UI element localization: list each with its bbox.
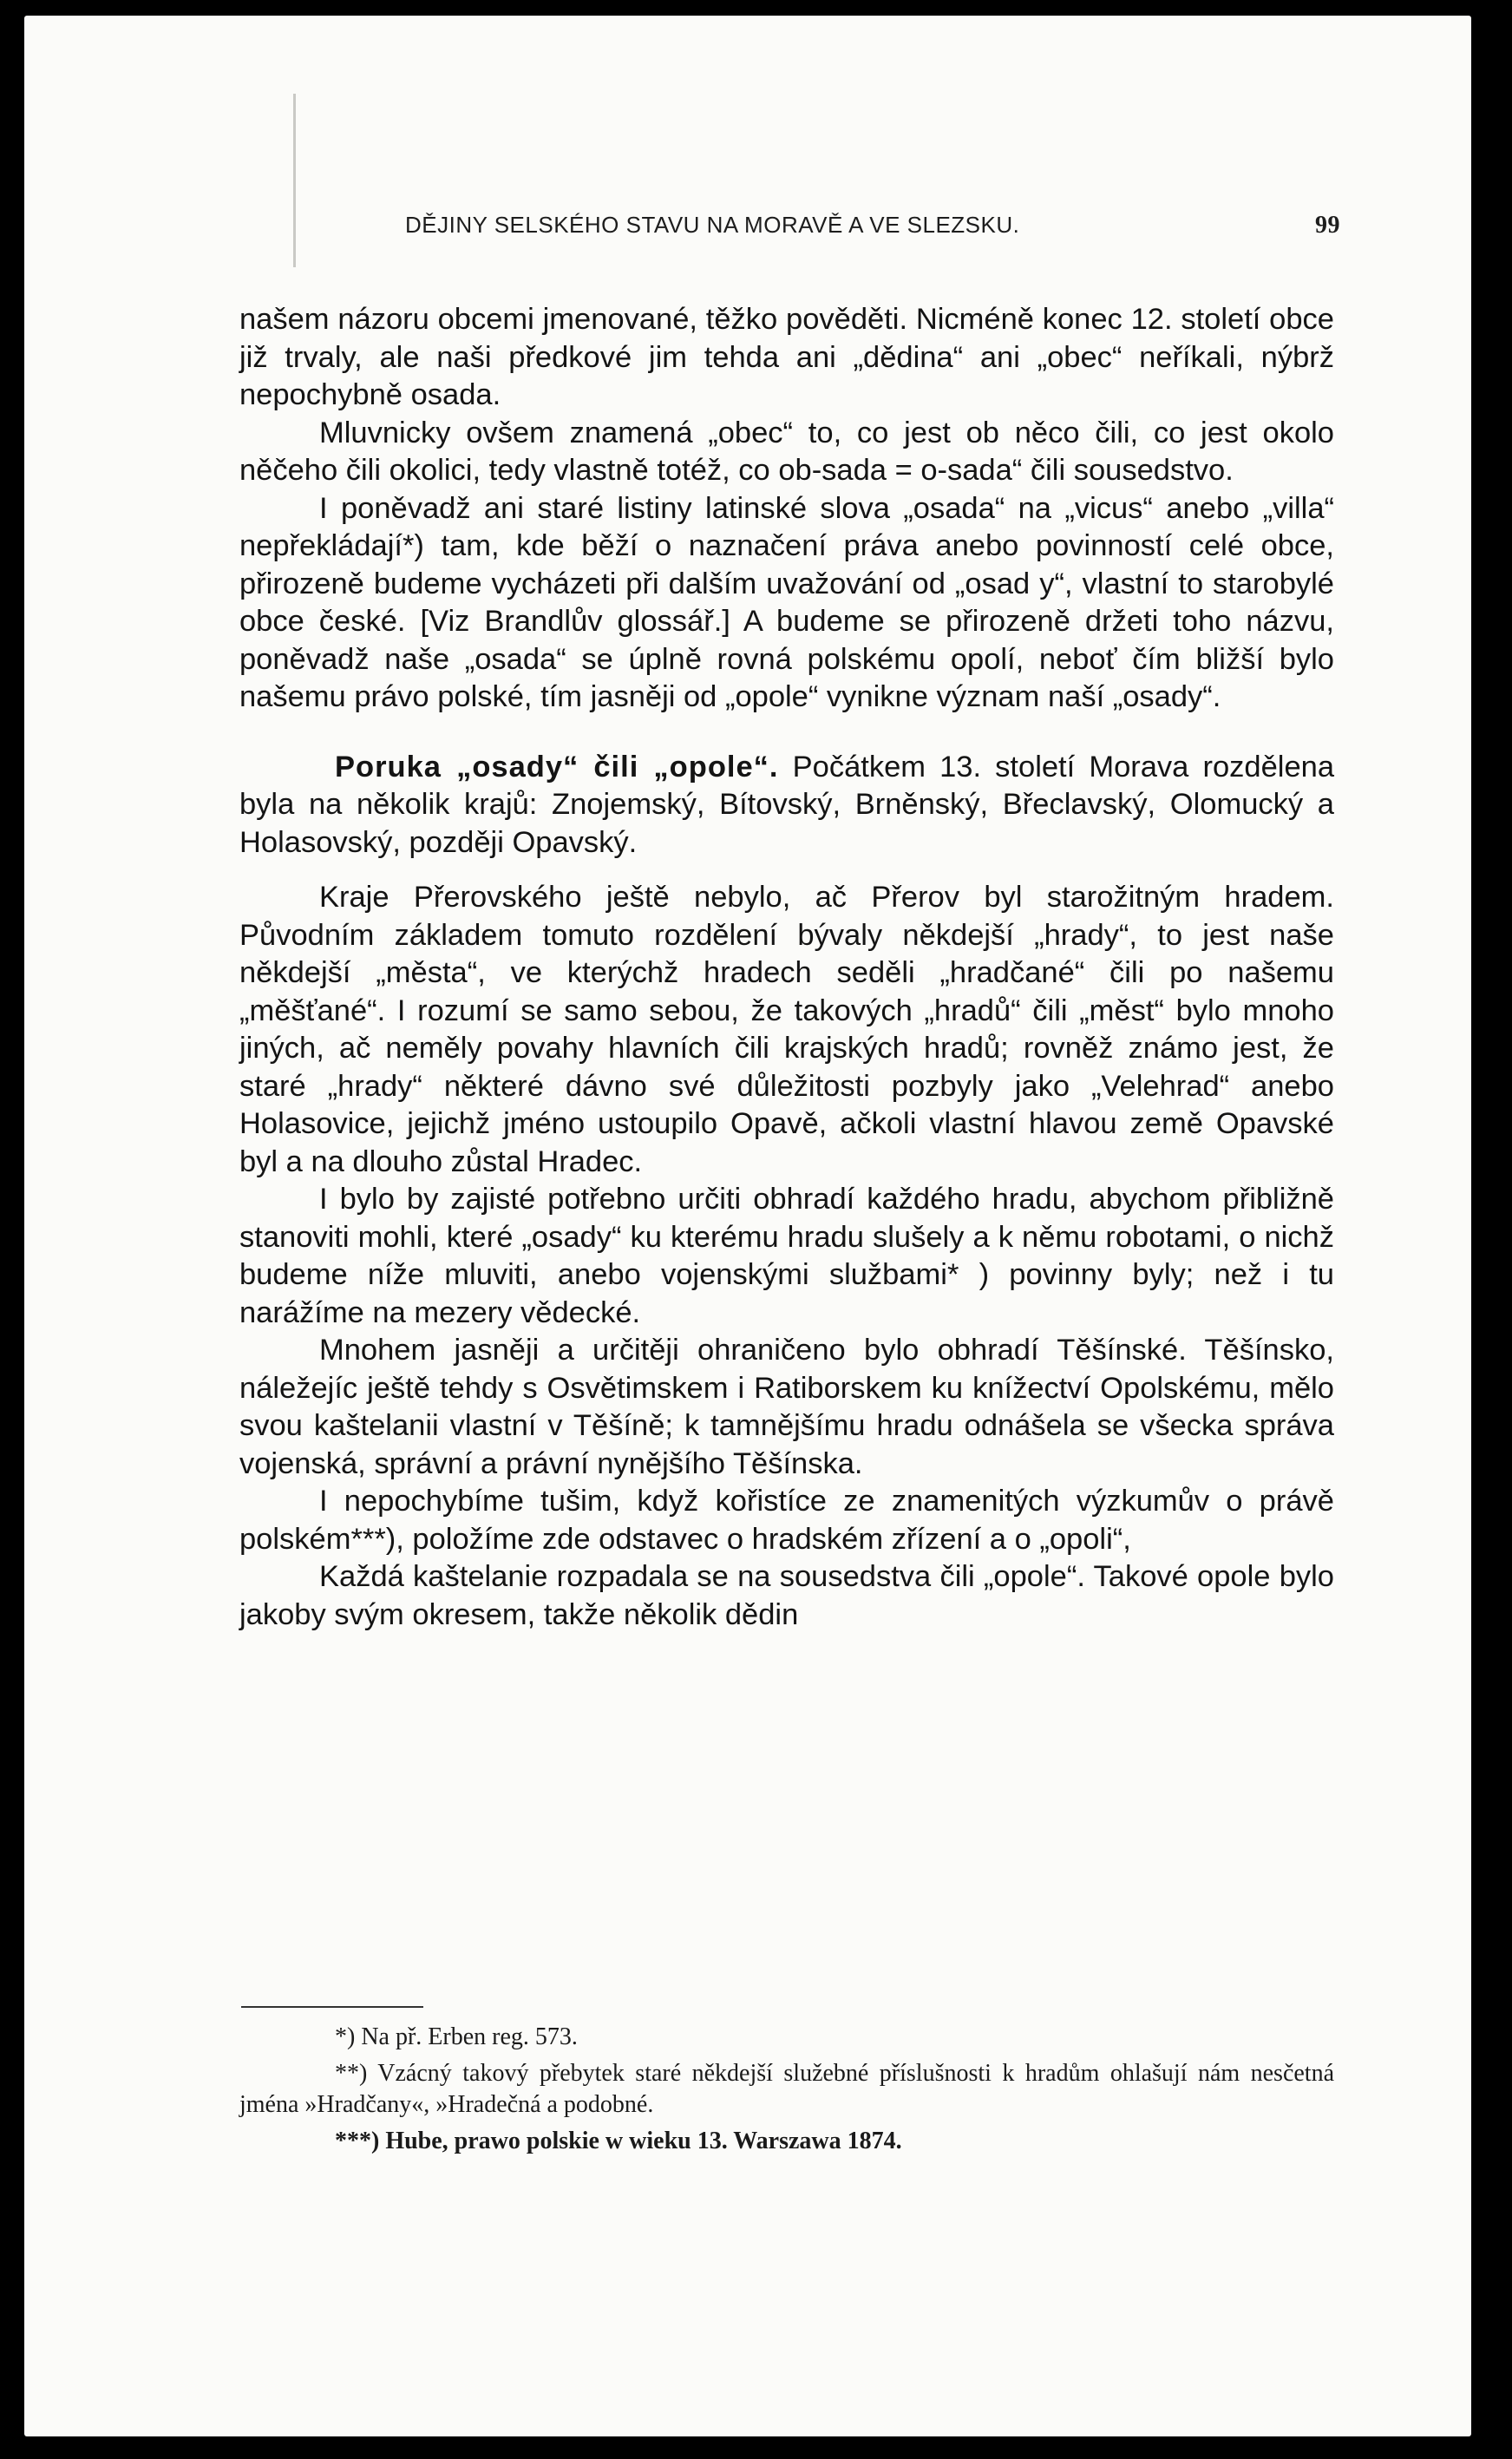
paragraph-5: Kraje Přerovského ještě nebylo, ač Přerov byl starožitným hradem. Původním základem tomuto rozdělení bývaly někdejší „hrady“, to jest naše někdejší „města“, ve kterýchž hradech seděli „hradčané“ čili po našemu „měšťané“. I rozumí se samo sebou, že takových „hradů“ čili „měst“ bylo mnoho jiných, ač neměly povahy hlavních čili krajských hradů; rovněž známo jest, že staré „hrady“ některé dávno své důležitosti pozbyly jako „Velehrad“ anebo Holasovice, jejichž jméno ustoupilo Opavě, ačkoli vlastní hlavou země Opavské byl a na dlouho zůstal Hradec.	[239, 881, 1334, 1178]
running-head: DĚJINY SELSKÉHO STAVU NA MORAVĚ A VE SLEZSKU.	[405, 212, 1020, 238]
footnote-2: **) Vzácný takový přebytek staré někdejší služebné příslušnosti k hradům ohlašují nám nesčetná jména »Hradčany«, »Hradečná a podobné.	[239, 2060, 1334, 2118]
paragraph-7: Mnohem jasněji a určitěji ohraničeno bylo obhradí Těšínské. Těšínsko, náležejíc ještě tehdy s Osvětimskem i Ratiborskem ku knížectví Opolskému, mělo svou kaštelanii vlastní v Těšíně; k tamnějšímu hradu odnášela se všecka správa vojenská, správní a právní nynějšího Těšínska.	[239, 1334, 1334, 1480]
section-heading: Poruka „osady“ čili „opole“.	[335, 750, 779, 784]
paragraph-1: našem názoru obcemi jmenované, těžko pověděti. Nicméně konec 12. století obce již trvaly, ale naši předkové jim tehda ani „dědina“ ani „obec“ neříkali, nýbrž nepochybně osada.	[239, 303, 1334, 411]
margin-mark	[293, 94, 296, 267]
footnote-1: *) Na př. Erben reg. 573.	[335, 2023, 578, 2050]
paragraph-4: Počátkem 13. století Morava rozdělena byla na několik krajů: Znojemský, Bítovský, Brněnský, Břeclavský, Olomucký a Holasovský, později Opavský.	[239, 750, 1335, 859]
section-paragraph	[239, 749, 1334, 862]
paragraph-3: I poněvadž ani staré listiny latinské slova „osada“ na „vicus“ anebo „villa“ nepřekládají*) tam, kde běží o naznačení práva anebo povinností celé obce, přirozeně budeme vycházeti při dalším uvažování od „osad y“, vlastní to starobylé obce české. [Viz Brandlův glossář.] A budeme se přirozeně držeti toho názvu, poněvadž naše „osada“ se úplně rovná polskému opolí, neboť čím bližší bylo našemu právo polské, tím jasněji od „opole“ vynikne význam naší „osady“.	[239, 491, 1334, 713]
footnote-divider	[241, 2006, 423, 2008]
paragraph-6: I bylo by zajisté potřebno určiti obhradí každého hradu, abychom přibližně stanoviti mohli, které „osady“ ku kterému hradu slušely a k němu robotami, o nichž budeme níže mluviti, anebo vojenskými službami* ) povinny byly; než i tu narážíme na mezery vědecké.	[239, 1183, 1334, 1329]
footnotes	[239, 2022, 1334, 2162]
body-text	[239, 301, 1334, 1634]
paragraph-9: Každá kaštelanie rozpadala se na sousedstva čili „opole“. Takové opole bylo jakoby svým okresem, takže několik dědin	[239, 1560, 1334, 1631]
paragraph-2: Mluvnicky ovšem znamená „obec“ to, co jest ob něco čili, co jest okolo něčeho čili okolici, tedy vlastně totéž, co ob-sada = o-sada“ čili sousedstvo.	[239, 416, 1334, 487]
page-number: 99	[1315, 212, 1340, 239]
footnote-3: ***) Hube, prawo polskie w wieku 13. Warszawa 1874.	[335, 2128, 902, 2154]
paragraph-8: I nepochybíme tušim, když kořistíce ze znamenitých výzkumův o právě polském***), položíme zde odstavec o hradském zřízení a o „opoli“,	[239, 1485, 1334, 1556]
